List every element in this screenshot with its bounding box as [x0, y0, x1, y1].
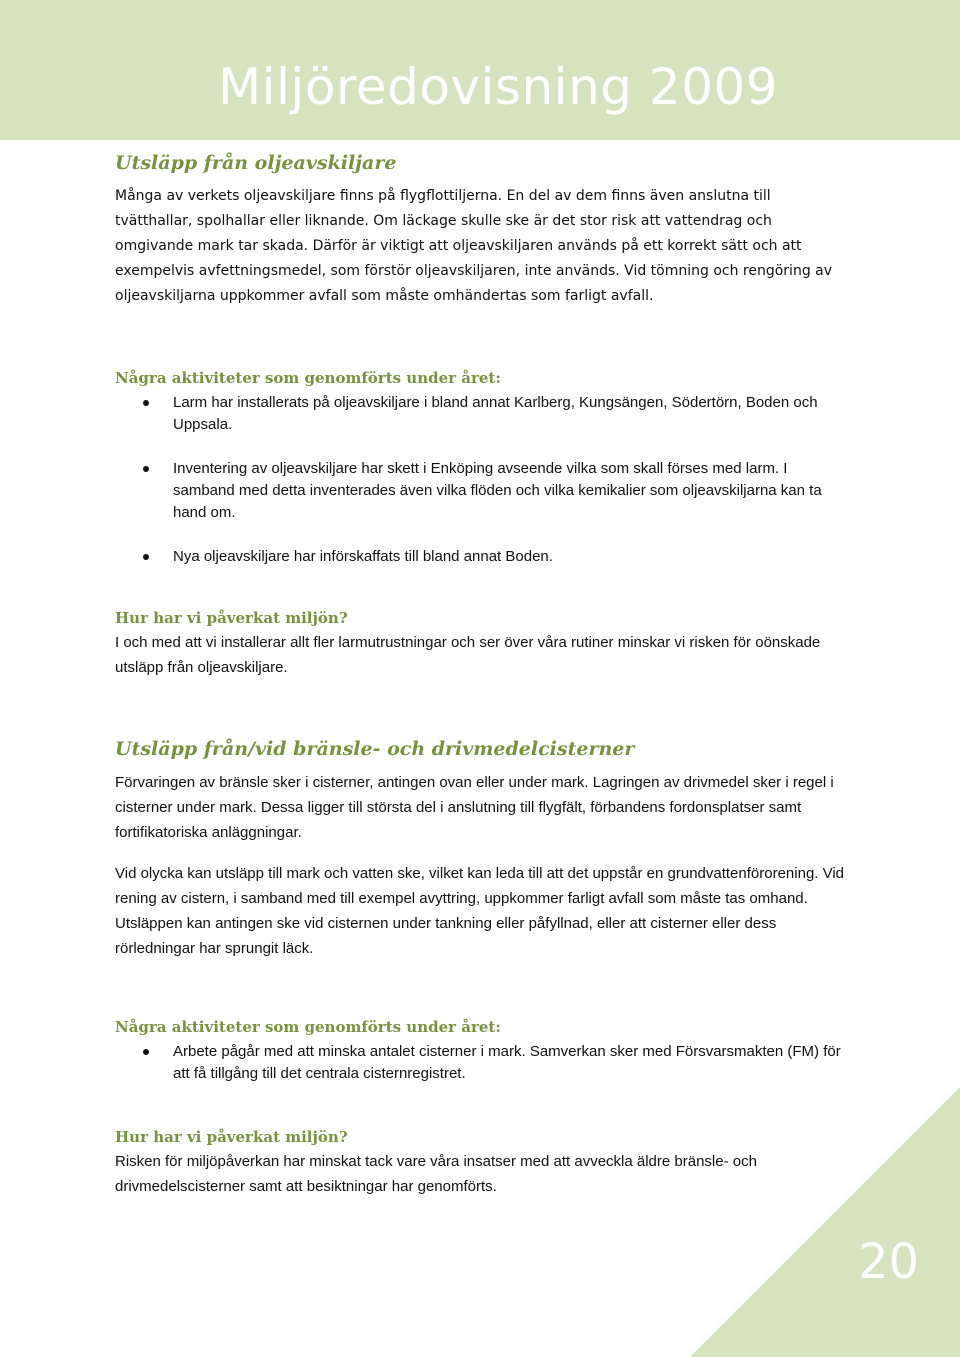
list-item	[115, 1041, 850, 1085]
activities-list	[115, 1041, 850, 1085]
activities-heading: Några aktiviteter som genomförts under året:	[115, 1018, 501, 1036]
impact-heading: Hur har vi påverkat miljön?	[115, 1128, 348, 1146]
page-number: 20	[858, 1234, 920, 1290]
section-intro: Många av verkets oljeavskiljare finns på flygflottiljerna. En del av dem finns även anslutna till tvätthallar, spolhallar eller liknande. Om läckage skulle ske är det stor risk att vattendrag och omgivande mark tar skada. Därför är viktigt att oljeavskiljaren används på ett korrekt sätt och att exempelvis avfettningsmedel, som förstör oljeavskiljaren, inte används. Vid tömning och rengöring av oljeavskiljarna uppkommer avfall som måste omhändertas som farligt avfall.	[115, 188, 833, 304]
section-title: Utsläpp från oljeavskiljare	[115, 152, 397, 174]
bullet-icon	[143, 554, 149, 560]
page-content	[115, 148, 850, 1199]
list-item	[115, 546, 850, 568]
list-item-text: Inventering av oljeavskiljare har skett i Enköping avseende vilka som skall förses med larm. I samband med detta inventerades även vilka flöden och vilka kemikalier som oljeavskiljarna kan ta hand om.	[173, 460, 822, 521]
impact-heading: Hur har vi påverkat miljön?	[115, 609, 348, 627]
impact-text: Risken för miljöpåverkan har minskat tack vare våra insatser med att avveckla äldre bränsle- och drivmedelscisterner samt att besiktningar har genomförts.	[115, 1153, 757, 1195]
section-oil-separators	[115, 148, 850, 680]
section-title: Utsläpp från/vid bränsle- och drivmedelcisterner	[115, 738, 635, 760]
activities-heading: Några aktiviteter som genomförts under året:	[115, 369, 501, 387]
bullet-icon	[143, 466, 149, 472]
impact-text: I och med att vi installerar allt fler larmutrustningar och ser över våra rutiner minskar vi risken för oönskade utsläpp från oljeavskiljare.	[115, 634, 821, 676]
section-paragraph-1: Förvaringen av bränsle sker i cisterner, antingen ovan eller under mark. Lagringen av drivmedel sker i regel i cisterner under mark. Dessa ligger till största del i anslutning till flygfält, förbandens fordonsplatser samt fortifikatoriska anläggningar.	[115, 774, 834, 841]
section-fuel-tanks	[115, 734, 850, 1199]
list-item-text: Arbete pågår med att minska antalet cisterner i mark. Samverkan sker med Försvarsmakten (FM) för att få tillgång till det centrala cisternregistret.	[173, 1043, 841, 1082]
bullet-icon	[143, 1049, 149, 1055]
activities-list	[115, 392, 850, 568]
document-title: Miljöredovisning 2009	[218, 58, 779, 116]
list-item-text: Larm har installerats på oljeavskiljare i bland annat Karlberg, Kungsängen, Södertörn, Boden och Uppsala.	[173, 394, 818, 433]
list-item-text: Nya oljeavskiljare har införskaffats till bland annat Boden.	[173, 548, 553, 565]
section-paragraph-2: Vid olycka kan utsläpp till mark och vatten ske, vilket kan leda till att det uppstår en grundvattenförorening. Vid rening av cistern, i samband med till exempel avyttring, uppkommer farligt avfall som måste tas omhand. Utsläppen kan antingen ske vid cisternen under tankning eller påfyllnad, eller att cisterner eller dess rörledningar har sprungit läck.	[115, 865, 845, 957]
list-item	[115, 392, 850, 436]
list-item	[115, 458, 850, 524]
bullet-icon	[143, 400, 149, 406]
